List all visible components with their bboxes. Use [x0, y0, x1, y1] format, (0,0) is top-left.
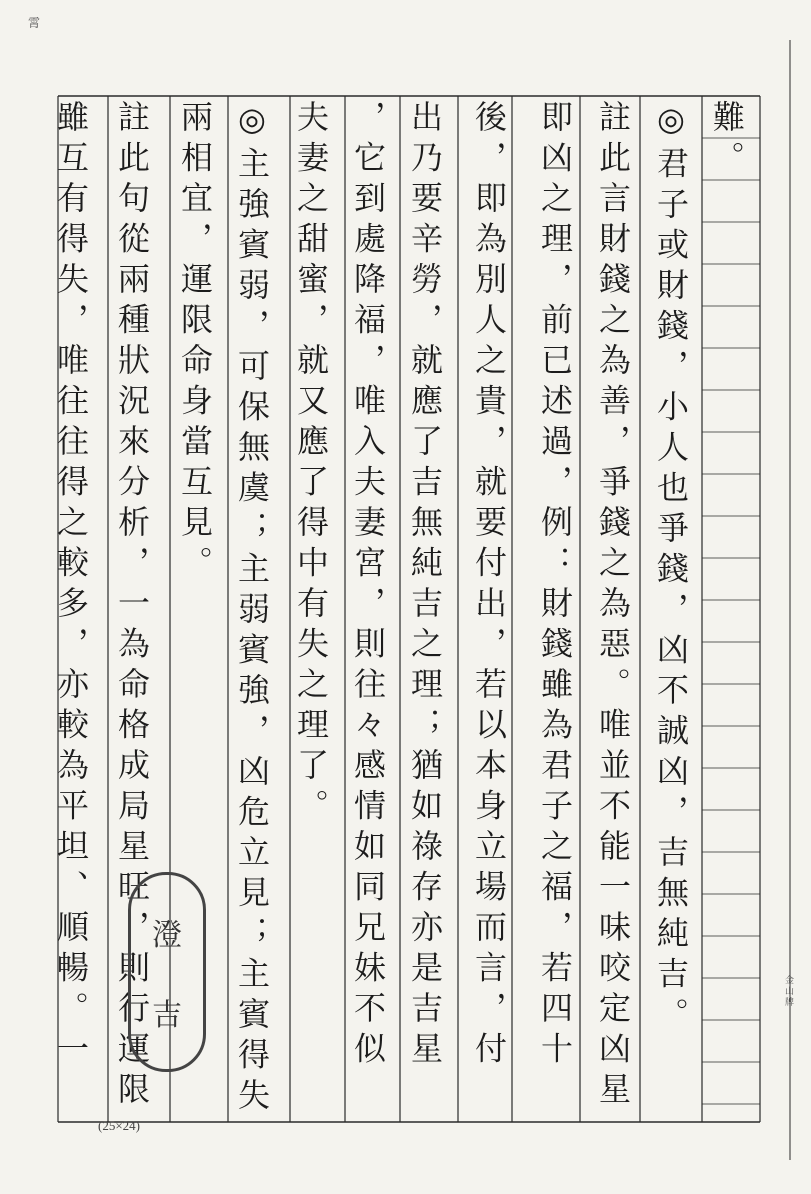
seal-char-1: 澄 [152, 918, 182, 954]
corner-mark: 霄 [28, 16, 41, 30]
text-column-9: ◎主強賓弱，可保無虞；主弱賓強，凶危立見；主賓得失 [233, 100, 271, 1119]
text-column-5: 後，即為別人之貴，就要付出，若以本身立場而言，付 [470, 100, 508, 1072]
text-column-4: 即凶之理，前已述過，例：財錢雖為君子之福，若四十 [536, 100, 574, 1072]
sheet-size-label: (25×24) [98, 1118, 140, 1133]
text-column-12: 雖互有得失，唯往往得之較多，亦較為平坦、順暢。一 [52, 100, 90, 1072]
paper-brand-label: 金山牌 [783, 975, 793, 1008]
text-column-8: 夫妻之甜蜜，就又應了得中有失之理了。 [292, 100, 330, 829]
seal-stamp [128, 872, 206, 1072]
text-column-3: 註此言財錢之為善，爭錢之為惡。唯並不能一味咬定凶星 [594, 100, 632, 1113]
text-column-6: 出乃要辛勞，就應了吉無純吉之理；猶如祿存亦是吉星 [406, 100, 444, 1072]
text-column-2: ◎君子或財錢，小人也爭錢，凶不誠凶，吉無純吉。 [652, 100, 690, 1038]
text-column-10: 兩相宜，運限命身當互見。 [176, 100, 214, 586]
text-column-1: 難。 [708, 100, 746, 181]
seal-char-2: 吉 [152, 997, 182, 1033]
text-column-11: 註此句從兩種狀況來分析，一為命格成局星旺，則行運限 [113, 100, 151, 1113]
text-column-7: ，它到處降福，唯入夫妻宮，則往々感情如同兄妹不似 [349, 100, 387, 1072]
